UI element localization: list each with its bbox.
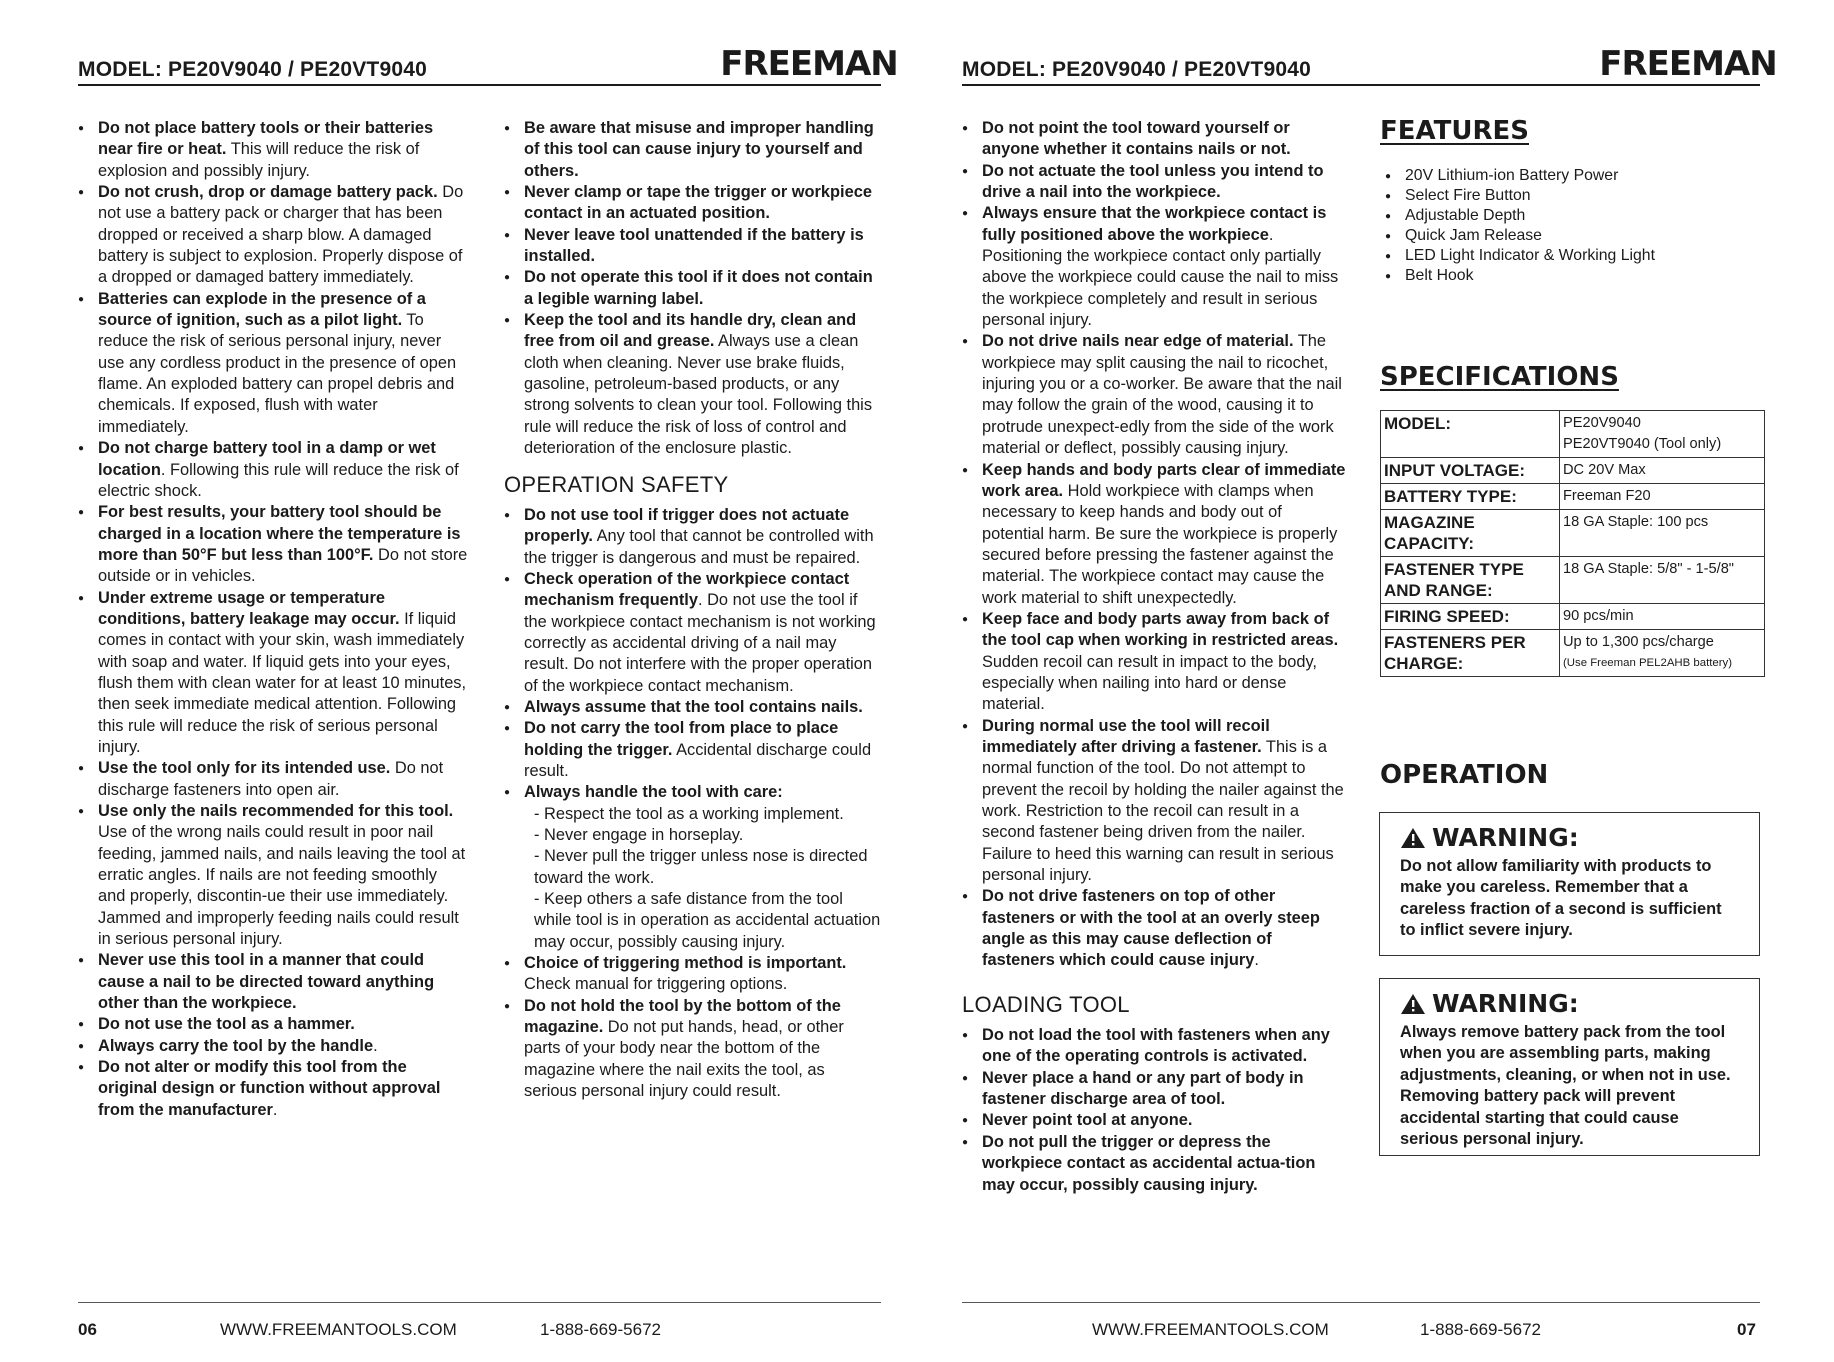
bullet-item: [504, 718, 882, 782]
bullet-item: [962, 1132, 1348, 1196]
spec-row: [1381, 557, 1765, 604]
right-page: [917, 0, 1834, 1362]
sub-item: - Keep others a safe distance from the tool while tool is in operation as accidental actuation may occur, possibly causing injury.: [534, 890, 881, 951]
bullet-heading: Keep hands and body parts clear of immediate work area.: [982, 460, 1346, 500]
bullet-item: [504, 697, 882, 718]
bullet-heading: Under extreme usage or temperature conditions, battery leakage may occur.: [98, 588, 400, 628]
spec-label: FIRING SPEED:: [1381, 604, 1560, 630]
bullet-heading: Do not drive fasteners on top of other fasteners or with the tool at an overly steep angle as this may cause deflection of fasteners which could cause injury: [982, 887, 1320, 970]
bullet-heading: Never leave tool unattended if the battery is installed.: [524, 225, 864, 266]
warning-triangle-icon: [1400, 827, 1426, 849]
warning-heading: WARNING:: [1400, 823, 1739, 852]
bullet-item: [962, 331, 1348, 459]
bullet-item: [78, 801, 468, 950]
bullet-item: [504, 267, 882, 310]
spec-value-line: 18 GA Staple: 5/8" - 1-5/8": [1563, 561, 1734, 577]
bullet-heading: Never point tool at anyone.: [982, 1111, 1193, 1130]
bullet-item: [78, 502, 468, 587]
svg-text:FREEMAN: FREEMAN: [720, 44, 898, 84]
bullet-heading: Keep face and body parts away from back of the tool cap when working in restricted areas.: [982, 609, 1339, 650]
feature-item: ● 20V Lithium-ion Battery Power: [1385, 166, 1765, 186]
bullet-item: [504, 225, 882, 268]
bullet-heading: Be aware that misuse and improper handling of this tool can cause injury to yourself and others.: [524, 119, 874, 180]
operation-safety-title: OPERATION SAFETY: [504, 471, 729, 497]
bullet-text: . Following this rule will reduce the risk of electric shock.: [98, 460, 459, 500]
spec-row: [1381, 411, 1765, 458]
operation-title: OPERATION: [1380, 760, 1549, 790]
bullet-item: [78, 438, 468, 502]
bullet-heading: Never place a hand or any part of body in fastener discharge area of tool.: [982, 1068, 1304, 1109]
warning-text: Do not allow familiarity with products to make you careless. Remember that a careless fraction of a second is sufficient to inflict severe injury.: [1400, 857, 1722, 940]
loading-tool-title: LOADING TOOL: [962, 991, 1130, 1017]
bullet-heading: Never use this tool in a manner that could cause a nail to be directed toward anything other than the workpiece.: [98, 951, 435, 1013]
bullet-text: Use of the wrong nails could result in poor nail feeding, jammed nails, and nails leaving the tool at erratic angles. If nails are not feeding smoothly and properly, discontin-ue their use immediately. Jammed and improperly feeding nails could result in serious personal injury.: [98, 823, 466, 949]
warning-box-2: [1379, 978, 1760, 1156]
bullet-heading: Do not load the tool with fasteners when any one of the operating controls is activated.: [982, 1026, 1330, 1066]
bullet-item: [962, 460, 1348, 609]
bullet-text: This will reduce the risk of explosion and possibly injury.: [98, 140, 420, 180]
bullet-heading: For best results, your battery tool should be charged in a location where the temperature is more than 50°F but less than 100°F.: [98, 503, 461, 564]
header-rule: [78, 84, 881, 86]
bullet-heading: Do not point the tool toward yourself or anyone whether it contains nails or not.: [982, 119, 1291, 159]
specifications-table: [1380, 410, 1765, 677]
bullet-item: [504, 996, 882, 1103]
bullet-text: Always use a clean cloth when cleaning. Never use brake fluids, gasoline, petroleum-based products, or any strong solvents to clean your tool. Following this rule will reduce the risk of loss of control and deterioration of the enclosure plastic.: [524, 332, 873, 458]
bullet-heading: Always handle the tool with care:: [524, 783, 783, 802]
features-title: FEATURES: [1380, 116, 1529, 146]
bullet-text: Any tool that cannot be controlled with the trigger is dangerous and must be repaired.: [524, 527, 874, 567]
spec-label: BATTERY TYPE:: [1381, 484, 1560, 510]
bullet-item: [962, 1068, 1348, 1111]
bullet-text: Do not use a battery pack or charger that has been dropped or received a sharp blow. A damaged battery is subject to explosion. Properly dispose of a dropped or damaged battery immediately.: [98, 183, 464, 287]
footer-rule: [78, 1302, 881, 1303]
sub-item: - Never engage in horseplay.: [534, 826, 744, 844]
bullet-item: [78, 182, 468, 289]
bullet-item: [78, 950, 468, 1014]
bullet-text: To reduce the risk of serious personal injury, never use any cordless product in the presence of open flame. An exploded battery can propel debris and chemicals. If exposed, flush with water immediately.: [98, 311, 457, 436]
bullet-text: .: [272, 1100, 278, 1119]
bullet-heading: Keep the tool and its handle dry, clean and free from oil and grease.: [524, 311, 857, 351]
footer-rule: [962, 1302, 1760, 1303]
bullet-item: [504, 782, 882, 953]
features-list: [1385, 166, 1765, 286]
bullet-item: [78, 588, 468, 759]
footer-website: WWW.FREEMANTOOLS.COM: [220, 1320, 457, 1339]
bullet-item: [962, 161, 1348, 204]
bullet-text: . Positioning the workpiece contact only partially above the workpiece could cause the nail to miss the workpiece completely and result in serious personal injury.: [982, 225, 1339, 330]
bullet-heading: Do not operate this tool if it does not contain a legible warning label.: [524, 268, 873, 308]
bullet-heading: Do not hold the tool by the bottom of the magazine.: [524, 996, 841, 1037]
sub-item: - Never pull the trigger unless nose is directed toward the work.: [534, 847, 868, 887]
bullet-heading: Do not pull the trigger or depress the workpiece contact as accidental actua-tion may occur, possibly causing injury.: [982, 1132, 1316, 1194]
bullet-text: .: [1254, 951, 1259, 970]
spec-note: (Use Freeman PEL2AHB battery): [1563, 657, 1733, 669]
freeman-logo: [720, 44, 898, 84]
header-rule: [962, 84, 1760, 86]
bullet-item: [78, 1057, 468, 1121]
spec-value-line: 18 GA Staple: 100 pcs: [1563, 514, 1709, 530]
spec-row: [1381, 510, 1765, 557]
bullet-item: [78, 758, 468, 801]
feature-item: ● Select Fire Button: [1385, 186, 1765, 206]
bullet-heading: Batteries can explode in the presence of a source of ignition, such as a pilot light.: [98, 289, 426, 330]
bullet-heading: Use only the nails recommended for this tool.: [98, 802, 454, 820]
bullet-item: [78, 1036, 468, 1057]
bullet-text: If liquid comes in contact with your skin, wash immediately with soap and water. If liquid gets into your eyes, flush them with clean water for at least 10 minutes, then seek immediate medical attention. Following this rule will reduce the risk of serious personal injury.: [98, 609, 467, 756]
bullet-heading: Never clamp or tape the trigger or workpiece contact in an actuated position.: [524, 183, 872, 223]
bullet-heading: Choice of triggering method is important.: [524, 954, 847, 973]
bullet-item: [78, 1014, 468, 1035]
feature-item: ● Quick Jam Release: [1385, 226, 1765, 246]
bullet-item: [504, 569, 882, 697]
bullet-heading: Do not charge battery tool in a damp or wet location: [98, 439, 436, 479]
spec-value-line: PE20VT9040 (Tool only): [1563, 436, 1722, 452]
bullet-heading: Use the tool only for its intended use.: [98, 759, 391, 778]
page-number: 07: [1737, 1320, 1756, 1339]
model-header: MODEL: PE20V9040 / PE20VT9040: [962, 58, 1311, 81]
bullet-text: Do not store outside or in vehicles.: [98, 545, 468, 586]
bullet-heading: Always assume that the tool contains nails.: [524, 697, 863, 716]
bullet-text: Check manual for triggering options.: [524, 975, 788, 994]
spec-value: [1560, 484, 1765, 510]
spec-row: [1381, 458, 1765, 484]
spec-value-line: Up to 1,300 pcs/charge: [1563, 634, 1714, 650]
bullet-text: Accidental discharge could result.: [524, 740, 872, 780]
spec-value: [1560, 458, 1765, 484]
svg-text:FREEMAN: FREEMAN: [1599, 44, 1777, 84]
bullet-item: [962, 203, 1348, 331]
footer-website: WWW.FREEMANTOOLS.COM: [1092, 1320, 1329, 1339]
bullet-item: [962, 1110, 1348, 1131]
bullet-heading: Do not use tool if trigger does not actuate properly.: [524, 505, 850, 546]
left-column-1: [78, 118, 468, 1121]
spec-value: [1560, 630, 1765, 677]
bullet-item: [504, 118, 882, 182]
warning-triangle-icon: [1400, 993, 1426, 1015]
spec-value: [1560, 604, 1765, 630]
bullet-heading: Always carry the tool by the handle: [98, 1036, 374, 1055]
bullet-text: Hold workpiece with clamps when necessary to keep hands and body out of potential harm. Be sure the workpiece is properly secured before pressing the fastener against the material. The workpiece contact may cause the work material to shift unexpectedly.: [982, 481, 1338, 607]
spec-value-line: 90 pcs/min: [1563, 608, 1634, 624]
bullet-heading: During normal use the tool will recoil immediately after driving a fastener.: [982, 716, 1270, 756]
bullet-text: . Do not use the tool if the workpiece contact mechanism is not working correctly as accidental driving of a nail may result. Do not interfere with the proper operation of the workpiece contact mechanism.: [524, 591, 876, 695]
bullet-heading: Do not place battery tools or their batteries near fire or heat.: [98, 119, 434, 159]
feature-item: ● Adjustable Depth: [1385, 206, 1765, 226]
page-number: 06: [78, 1320, 97, 1339]
sub-item: - Respect the tool as a working implement.: [534, 804, 844, 823]
bullet-text: This is a normal function of the tool. Do not attempt to prevent the recoil by holding the nailer against the work. Restriction to the recoil can result in a second fastener being driven from the nailer. Failure to heed this warning can result in serious personal injury.: [982, 737, 1344, 885]
warning-text: Always remove battery pack from the tool when you are assembling parts, making adjustments, cleaning, or when not in use. Removing battery pack will prevent accidental starting that could cause serious personal injury.: [1400, 1023, 1731, 1149]
spec-row: [1381, 630, 1765, 677]
spec-row: [1381, 484, 1765, 510]
spec-value-line: PE20V9040: [1563, 415, 1641, 431]
bullet-heading: Always ensure that the workpiece contact is fully positioned above the workpiece: [982, 204, 1327, 244]
warning-heading: WARNING:: [1400, 989, 1739, 1018]
bullet-text: The workpiece may split causing the nail to ricochet, injuring you or a co-worker. Be aware that the nail may follow the grain of the wood, causing it to protrude unexpect-edly from the side of the work material or deflect, possibly causing injury.: [982, 332, 1342, 458]
bullet-heading: Do not drive nails near edge of material.: [982, 332, 1294, 351]
bullet-text: Do not put hands, head, or other parts of your body near the bottom of the magazine where the nail exits the tool, as serious personal injury could result.: [524, 1018, 844, 1101]
spec-label: MAGAZINE CAPACITY:: [1381, 510, 1560, 557]
bullet-item: [504, 310, 882, 459]
spec-label: MODEL:: [1381, 411, 1560, 458]
spec-value-line: DC 20V Max: [1563, 462, 1646, 478]
bullet-item: [504, 182, 882, 225]
spec-label: FASTENERS PER CHARGE:: [1381, 630, 1560, 677]
bullet-item: [962, 886, 1348, 971]
bullet-item: [962, 118, 1348, 161]
bullet-item: [962, 609, 1348, 716]
specifications-title: SPECIFICATIONS: [1380, 362, 1619, 392]
bullet-item: [78, 289, 468, 438]
warning-box-1: [1379, 812, 1760, 956]
right-column-1: [962, 118, 1348, 1196]
footer-phone: 1-888-669-5672: [540, 1320, 661, 1339]
spec-label: FASTENER TYPE AND RANGE:: [1381, 557, 1560, 604]
bullet-heading: Do not actuate the tool unless you intend to drive a nail into the workpiece.: [982, 161, 1324, 202]
footer-phone: 1-888-669-5672: [1420, 1320, 1541, 1339]
bullet-text: Do not discharge fasteners into open air.: [98, 759, 444, 799]
bullet-item: [504, 505, 882, 569]
bullet-heading: Do not crush, drop or damage battery pack.: [98, 183, 438, 202]
freeman-logo: [1599, 44, 1777, 84]
model-header: MODEL: PE20V9040 / PE20VT9040: [78, 58, 427, 81]
spec-value: [1560, 411, 1765, 458]
bullet-heading: Check operation of the workpiece contact mechanism frequently: [524, 569, 850, 610]
feature-item: ● LED Light Indicator & Working Light: [1385, 246, 1765, 266]
left-column-2: [504, 118, 882, 1102]
spec-row: [1381, 604, 1765, 630]
bullet-item: [78, 118, 468, 182]
feature-item: ● Belt Hook: [1385, 266, 1765, 286]
bullet-item: [504, 953, 882, 996]
bullet-heading: Do not use the tool as a hammer.: [98, 1015, 355, 1034]
spec-value-line: Freeman F20: [1563, 488, 1651, 504]
bullet-item: [962, 1025, 1348, 1068]
bullet-heading: Do not alter or modify this tool from the original design or function without approval from the manufacturer: [98, 1058, 441, 1119]
spec-value: [1560, 557, 1765, 604]
bullet-item: [962, 716, 1348, 887]
bullet-text: Sudden recoil can result in impact to the body, especially when nailing into hard or dense material.: [982, 652, 1317, 714]
spec-value: [1560, 510, 1765, 557]
bullet-heading: Do not carry the tool from place to place holding the trigger.: [524, 719, 839, 759]
bullet-text: .: [373, 1036, 378, 1055]
spec-label: INPUT VOLTAGE:: [1381, 458, 1560, 484]
